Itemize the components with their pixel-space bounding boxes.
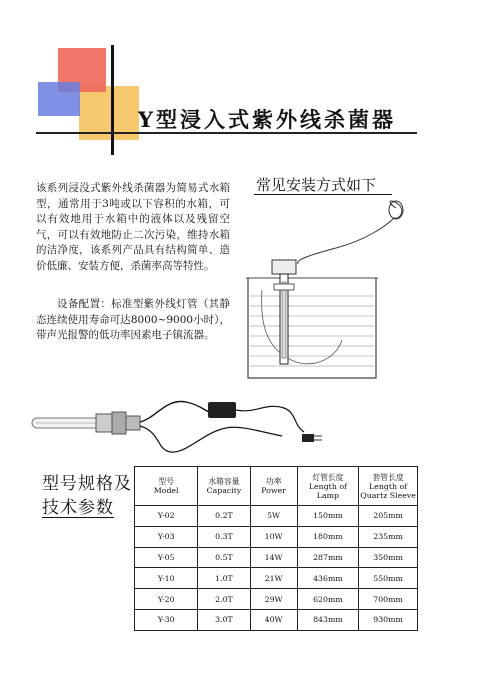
cell-power: 29W — [250, 589, 297, 610]
cell-sleeve-length: 550mm — [359, 568, 418, 589]
spec-table-header-row — [135, 467, 418, 506]
page-title: Y型浸入式紫外线杀菌器 — [138, 107, 396, 132]
spec-heading — [42, 472, 132, 520]
cell-capacity: 1.0T — [198, 568, 250, 589]
cell-power: 40W — [250, 609, 297, 630]
table-row — [135, 526, 418, 547]
cell-capacity: 0.2T — [198, 506, 250, 527]
header-power: 功率 Power — [250, 467, 297, 506]
cell-power: 14W — [250, 547, 297, 568]
install-heading: 常见安装方式如下 — [256, 176, 377, 194]
cell-model: Y-05 — [135, 547, 198, 568]
cell-lamp-length: 150mm — [297, 506, 359, 527]
cell-sleeve-length: 235mm — [359, 526, 418, 547]
header-lamp-length: 灯管长度 Length of Lamp — [297, 467, 359, 506]
cell-lamp-length: 180mm — [297, 526, 359, 547]
cell-model: Y-03 — [135, 526, 198, 547]
cell-sleeve-length: 700mm — [359, 589, 418, 610]
uv-lamp-product-image — [26, 392, 332, 464]
spec-heading-line2: 技术参数 — [42, 498, 114, 518]
decor-square-blue — [38, 82, 80, 116]
cell-lamp-length: 843mm — [297, 609, 359, 630]
table-row — [135, 589, 418, 610]
table-row — [135, 609, 418, 630]
cell-model: Y-20 — [135, 589, 198, 610]
cell-capacity: 0.5T — [198, 547, 250, 568]
spec-table — [134, 466, 418, 631]
cell-capacity: 3.0T — [198, 609, 250, 630]
header-sleeve-length: 套管长度 Length of Quartz Sleeve — [359, 467, 418, 506]
table-row — [135, 547, 418, 568]
cell-sleeve-length: 930mm — [359, 609, 418, 630]
config-paragraph: 设备配置：标准型紫外线灯管（其静态连续使用寿命可达8000~9000小时），带声光报警的低功率因素电子镇流器。 — [36, 298, 230, 341]
cell-sleeve-length: 350mm — [359, 547, 418, 568]
cell-model: Y-02 — [135, 506, 198, 527]
cell-power: 21W — [250, 568, 297, 589]
cell-sleeve-length: 205mm — [359, 506, 418, 527]
installation-diagram — [236, 200, 426, 400]
install-heading-underline — [254, 194, 392, 195]
spec-heading-line1: 型号规格及 — [42, 474, 132, 494]
cell-capacity: 0.3T — [198, 526, 250, 547]
cell-lamp-length: 620mm — [297, 589, 359, 610]
cell-capacity: 2.0T — [198, 589, 250, 610]
cell-power: 10W — [250, 526, 297, 547]
cell-lamp-length: 287mm — [297, 547, 359, 568]
cell-model: Y-10 — [135, 568, 198, 589]
header-model: 型号 Model — [135, 467, 198, 506]
title-vertical-rule — [111, 45, 114, 155]
table-row — [135, 506, 418, 527]
cell-model: Y-30 — [135, 609, 198, 630]
cell-power: 5W — [250, 506, 297, 527]
intro-paragraph: 该系列浸没式紫外线杀菌器为简易式水箱型，通常用于3吨或以下容积的水箱，可以有效地用于水箱中的液体以及残留空气，可以有效地防止二次污染，维持水箱的洁净度，该系列产品具有结构简单、造价低廉、安装方便，杀菌率高等特性。 — [36, 182, 230, 272]
table-row — [135, 568, 418, 589]
cell-lamp-length: 436mm — [297, 568, 359, 589]
header-capacity: 水箱容量 Capacity — [198, 467, 250, 506]
